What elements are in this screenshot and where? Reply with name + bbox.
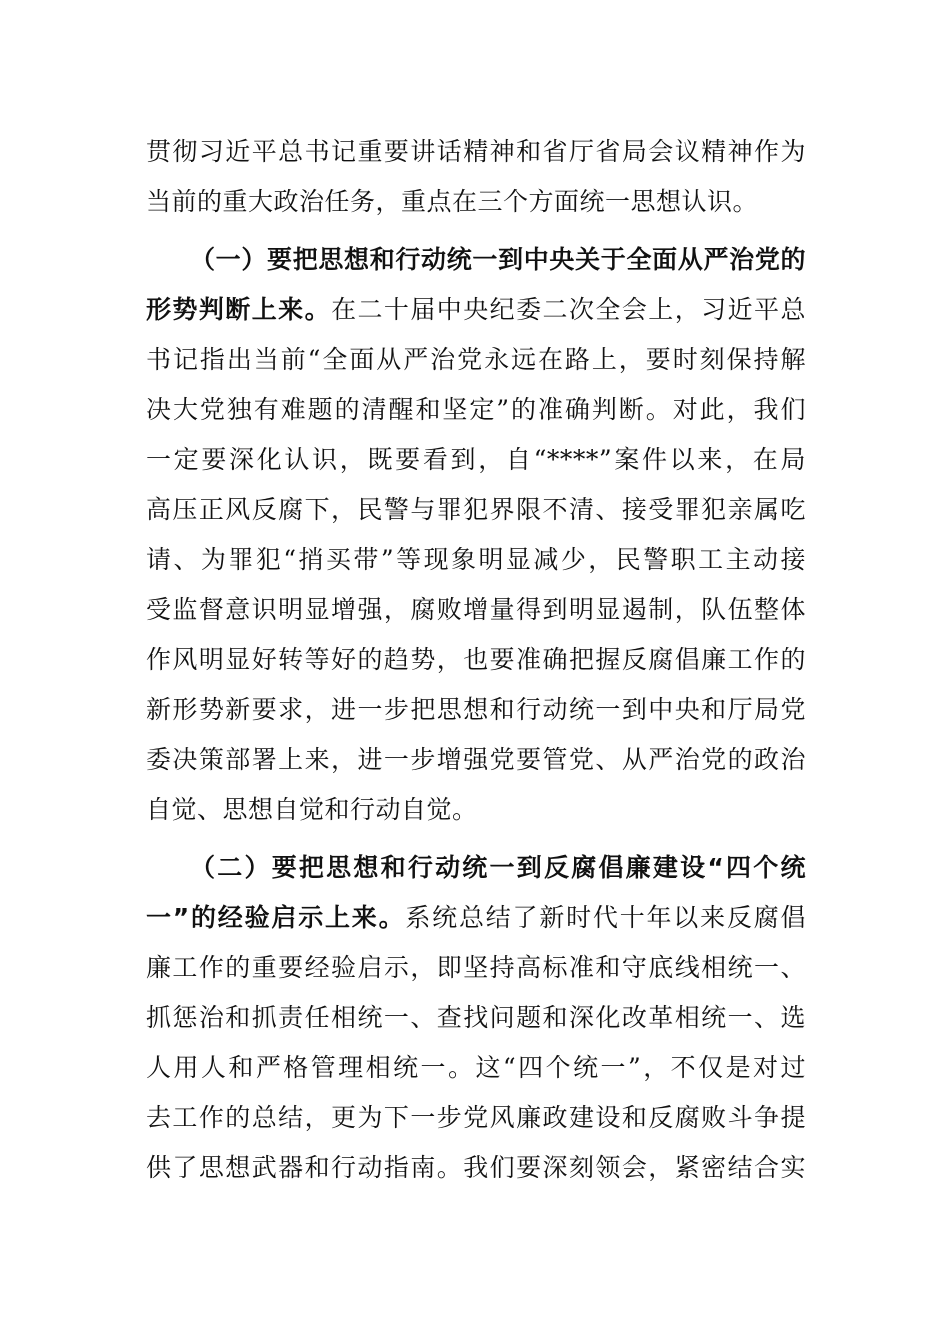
- section-2-body-line: 去工作的总结，更为下一步党风廉政建设和反腐败斗争提: [146, 1103, 806, 1132]
- section-1-body-line: 书记指出当前“全面从严治党永远在路上，要时刻保持解: [146, 345, 806, 374]
- section-2-heading-line-2: [146, 898, 806, 938]
- section-1-body-line: 受监督意识明显增强，腐败增量得到明显遏制，队伍整体: [146, 595, 806, 624]
- section-2-body-line: 人用人和严格管理相统一。这“四个统一”，不仅是对过: [146, 1053, 806, 1082]
- section-2-heading-line-1: （二）要把思想和行动统一到反腐倡廉建设“四个统: [190, 853, 806, 882]
- section-1-body-line: 一定要深化认识，既要看到，自“****”案件以来，在局: [146, 445, 806, 474]
- section-2-body-line: 抓惩治和抓责任相统一、查找问题和深化改革相统一、选: [146, 1003, 806, 1032]
- intro-line-1: 贯彻习近平总书记重要讲话精神和省厅省局会议精神作为: [146, 137, 806, 166]
- section-1-body-line: 请、为罪犯“捎买带”等现象明显减少，民警职工主动接: [146, 545, 806, 574]
- section-1-heading-bold-tail: 形势判断上来。: [146, 295, 332, 324]
- section-1-body-line: 新形势新要求，进一步把思想和行动统一到中央和厅局党: [146, 695, 806, 724]
- section-1-body-line: 决大党独有难题的清醒和坚定”的准确判断。对此，我们: [146, 395, 806, 424]
- section-2-heading-bold-tail: 一”的经验启示上来。: [146, 903, 406, 932]
- intro-line-2: 当前的重大政治任务，重点在三个方面统一思想认识。: [146, 187, 759, 216]
- section-1-heading-line-2: [146, 290, 806, 330]
- section-1-body-line: 委决策部署上来，进一步增强党要管党、从严治党的政治: [146, 745, 806, 774]
- section-1-body-start: 在二十届中央纪委二次全会上，习近平总: [331, 295, 806, 324]
- section-2-body-line: 供了思想武器和行动指南。我们要深刻领会，紧密结合实: [146, 1153, 806, 1182]
- section-2-body-start: 系统总结了新时代十年以来反腐倡: [405, 903, 806, 932]
- section-2-body-line: 廉工作的重要经验启示，即坚持高标准和守底线相统一、: [146, 953, 806, 982]
- section-1-heading-line-1: （一）要把思想和行动统一到中央关于全面从严治党的: [190, 245, 806, 274]
- section-1-body-line: 自觉、思想自觉和行动自觉。: [146, 795, 478, 824]
- section-1-body-line: 高压正风反腐下，民警与罪犯界限不清、接受罪犯亲属吃: [146, 495, 806, 524]
- section-1-body-line: 作风明显好转等好的趋势，也要准确把握反腐倡廉工作的: [146, 645, 806, 674]
